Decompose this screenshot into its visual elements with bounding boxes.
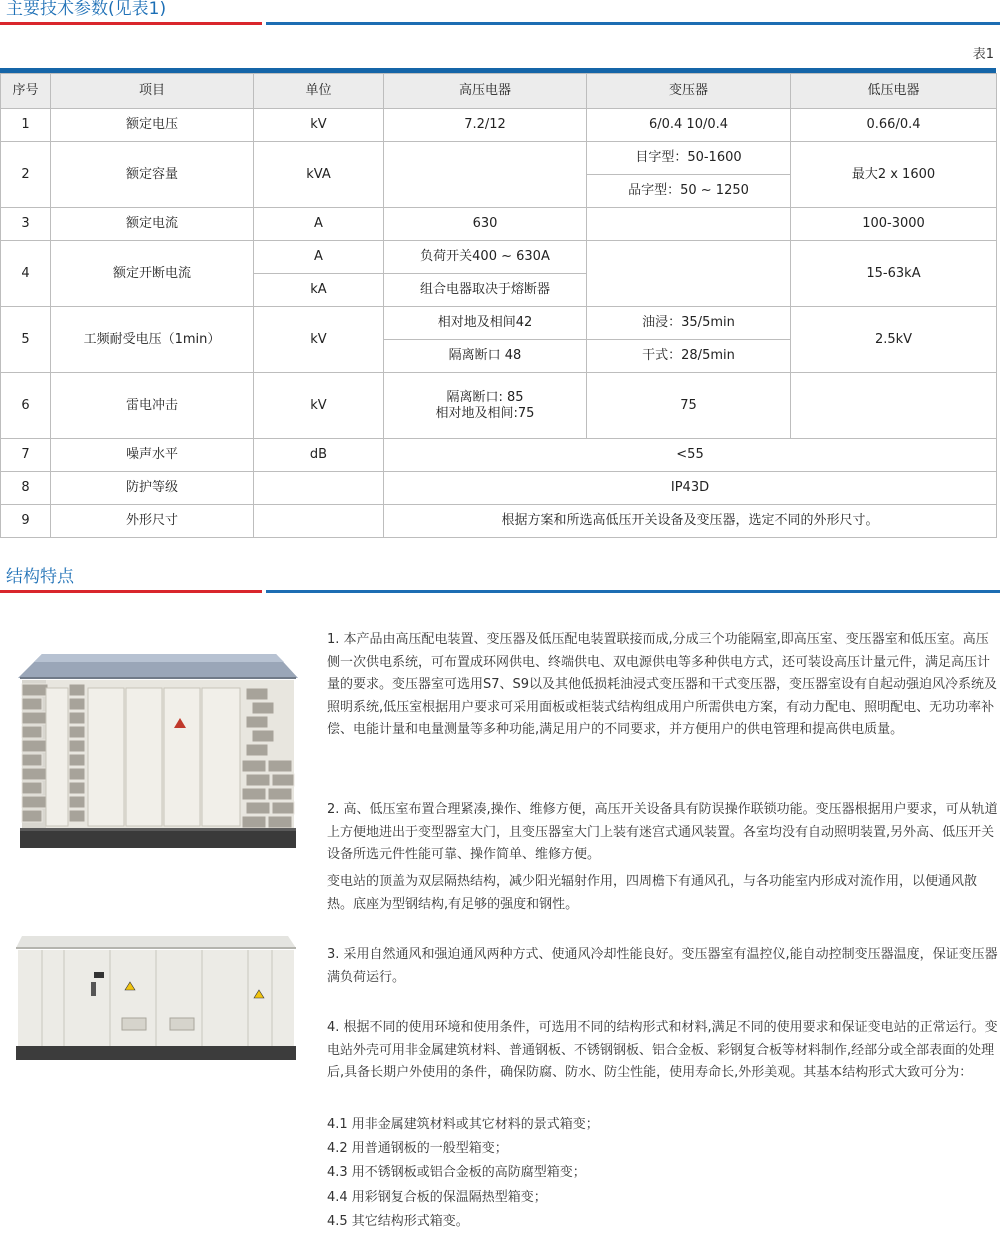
- cell-no: 4: [1, 241, 51, 307]
- cell-lv: 15-63kA: [791, 241, 997, 307]
- table-row: [1, 472, 997, 505]
- list-item: 4.4 用彩钢复合板的保温隔热型箱变；: [327, 1190, 547, 1205]
- cell-transformer: 目字型：50-1600: [587, 142, 791, 175]
- cell-hv: [384, 373, 587, 439]
- table-row: [1, 142, 997, 175]
- cell-transformer: 干式：28/5min: [587, 340, 791, 373]
- cell-item: 额定电压: [51, 109, 254, 142]
- header-lv: 低压电器: [791, 74, 997, 109]
- cell-item: 外形尺寸: [51, 505, 254, 538]
- cell-transformer: [587, 241, 791, 307]
- table-row: [1, 373, 997, 439]
- cell-item: 噪声水平: [51, 439, 254, 472]
- cell-hv-line: 隔离断口: 85: [446, 389, 524, 405]
- table-row: [1, 241, 997, 274]
- cell-hv: 7.2/12: [384, 109, 587, 142]
- cell-transformer: [587, 208, 791, 241]
- cell-hv: [384, 142, 587, 208]
- cell-unit: [254, 505, 384, 538]
- paragraph-1: 1. 本产品由高压配电装置、变压器及低压配电装置联接而成,分成三个功能隔室,即高压室、变压器室和低压室。高压侧一次供电系统，可布置成环网供电、终端供电、双电源供电等多种供电方式，还可装设高压计量元件，满足高压计量的要求。变压器室可选用S7、S9以及其他低损耗油浸式变压器和干式变压器，变压器室设有自起动强迫风冷系统及照明系统,低压室根据用户要求可采用面板或柜装式结构组成用户所需供电方案，有动力配电、照明配电、无功功率补偿、电能计量和电量测量等多种功能,满足用户的不同要求，并方便用户的供电管理和提高供电质量。: [327, 632, 998, 738]
- cell-lv: 0.66/0.4: [791, 109, 997, 142]
- paragraph-2b: 变电站的顶盖为双层隔热结构，减少阳光辐射作用，四周檐下有通风孔，与各功能室内形成对流作用，以便通风散热。底座为型钢结构,有足够的强度和钢性。: [327, 874, 978, 912]
- list-item: 4.3 用不锈钢板或铝合金板的高防腐型箱变；: [327, 1165, 586, 1180]
- cell-unit: A: [254, 241, 384, 274]
- cell-unit: kVA: [254, 142, 384, 208]
- table-row: [1, 439, 997, 472]
- table-row: [1, 208, 997, 241]
- list-item: 4.5 其它结构形式箱变。: [327, 1214, 469, 1229]
- cell-item: 防护等级: [51, 472, 254, 505]
- cell-merged-value: 根据方案和所选高低压开关设备及变压器，选定不同的外形尺寸。: [384, 505, 997, 538]
- cell-item: 额定开断电流: [51, 241, 254, 307]
- cell-no: 1: [1, 109, 51, 142]
- product-photo-steel-substation: [14, 932, 298, 1064]
- cell-lv: [791, 373, 997, 439]
- cell-lv: 100-3000: [791, 208, 997, 241]
- cell-transformer: 6/0.4 10/0.4: [587, 109, 791, 142]
- section-divider: [0, 22, 1000, 25]
- cell-hv: 负荷开关400 ~ 630A: [384, 241, 587, 274]
- section-divider: [0, 590, 1000, 593]
- cell-hv: 隔离断口 48: [384, 340, 587, 373]
- table-number: 表1: [972, 47, 994, 62]
- section-title-tech-params: 主要技术参数(见表1): [6, 0, 167, 19]
- cell-hv: 组合电器取决于熔断器: [384, 274, 587, 307]
- cell-no: 8: [1, 472, 51, 505]
- cell-unit: kA: [254, 274, 384, 307]
- header-no: 序号: [1, 74, 51, 109]
- cell-merged-value: IP43D: [384, 472, 997, 505]
- section-title-structure: 结构特点: [6, 567, 74, 587]
- paragraph-3: 3. 采用自然通风和强迫通风两种方式、使通风冷却性能良好。变压器室有温控仪,能自动控制变压器温度，保证变压器满负荷运行。: [327, 947, 998, 985]
- header-transformer: 变压器: [587, 74, 791, 109]
- cell-unit: kV: [254, 109, 384, 142]
- cell-transformer: 75: [587, 373, 791, 439]
- cell-item: 工频耐受电压（1min）: [51, 307, 254, 373]
- cell-merged-value: <55: [384, 439, 997, 472]
- list-item: 4.1 用非金属建筑材料或其它材料的景式箱变；: [327, 1117, 599, 1132]
- cell-hv: 相对地及相间42: [384, 307, 587, 340]
- table-row: [1, 505, 997, 538]
- header-unit: 单位: [254, 74, 384, 109]
- cell-no: 2: [1, 142, 51, 208]
- cell-no: 5: [1, 307, 51, 373]
- cell-lv: 最大2 x 1600: [791, 142, 997, 208]
- cell-hv: 630: [384, 208, 587, 241]
- spec-table: [0, 73, 997, 538]
- cell-no: 3: [1, 208, 51, 241]
- product-photo-brick-substation: [14, 648, 300, 854]
- cell-no: 9: [1, 505, 51, 538]
- cell-unit: A: [254, 208, 384, 241]
- cell-unit: [254, 472, 384, 505]
- cell-unit: kV: [254, 307, 384, 373]
- cell-transformer: 品字型：50 ~ 1250: [587, 175, 791, 208]
- cell-unit: dB: [254, 439, 384, 472]
- table-row: [1, 307, 997, 340]
- cell-lv: 2.5kV: [791, 307, 997, 373]
- table-header-row: [1, 74, 997, 109]
- cell-hv-line: 相对地及相间:75: [435, 405, 535, 421]
- paragraph-2: 2. 高、低压室布置合理紧凑,操作、维修方便，高压开关设备具有防误操作联锁功能。变压器根据用户要求，可从轨道上方便地进出于变型器室大门，且变压器室大门上装有迷宫式通风装置。各室均没有自动照明装置,另外高、低压开关设备所选元件性能可靠、操作简单、维修方便。: [327, 802, 998, 863]
- cell-no: 6: [1, 373, 51, 439]
- cell-transformer: 油浸：35/5min: [587, 307, 791, 340]
- header-item: 项目: [51, 74, 254, 109]
- cell-no: 7: [1, 439, 51, 472]
- paragraph-4: 4. 根据不同的使用环境和使用条件，可选用不同的结构形式和材料,满足不同的使用要求和保证变电站的正常运行。变电站外壳可用非金属建筑材料、普通钢板、不锈钢钢板、铝合金板、彩钢复合板等材料制作,经部分或全部表面的处理后,具备长期户外使用的条件，确保防腐、防水、防尘性能，使用寿命长,外形美观。其基本结构形式大致可分为：: [327, 1020, 998, 1081]
- header-hv: 高压电器: [384, 74, 587, 109]
- cell-unit: kV: [254, 373, 384, 439]
- cell-item: 雷电冲击: [51, 373, 254, 439]
- table-row: [1, 109, 997, 142]
- cell-item: 额定电流: [51, 208, 254, 241]
- list-item: 4.2 用普通钢板的一般型箱变；: [327, 1141, 508, 1156]
- cell-item: 额定容量: [51, 142, 254, 208]
